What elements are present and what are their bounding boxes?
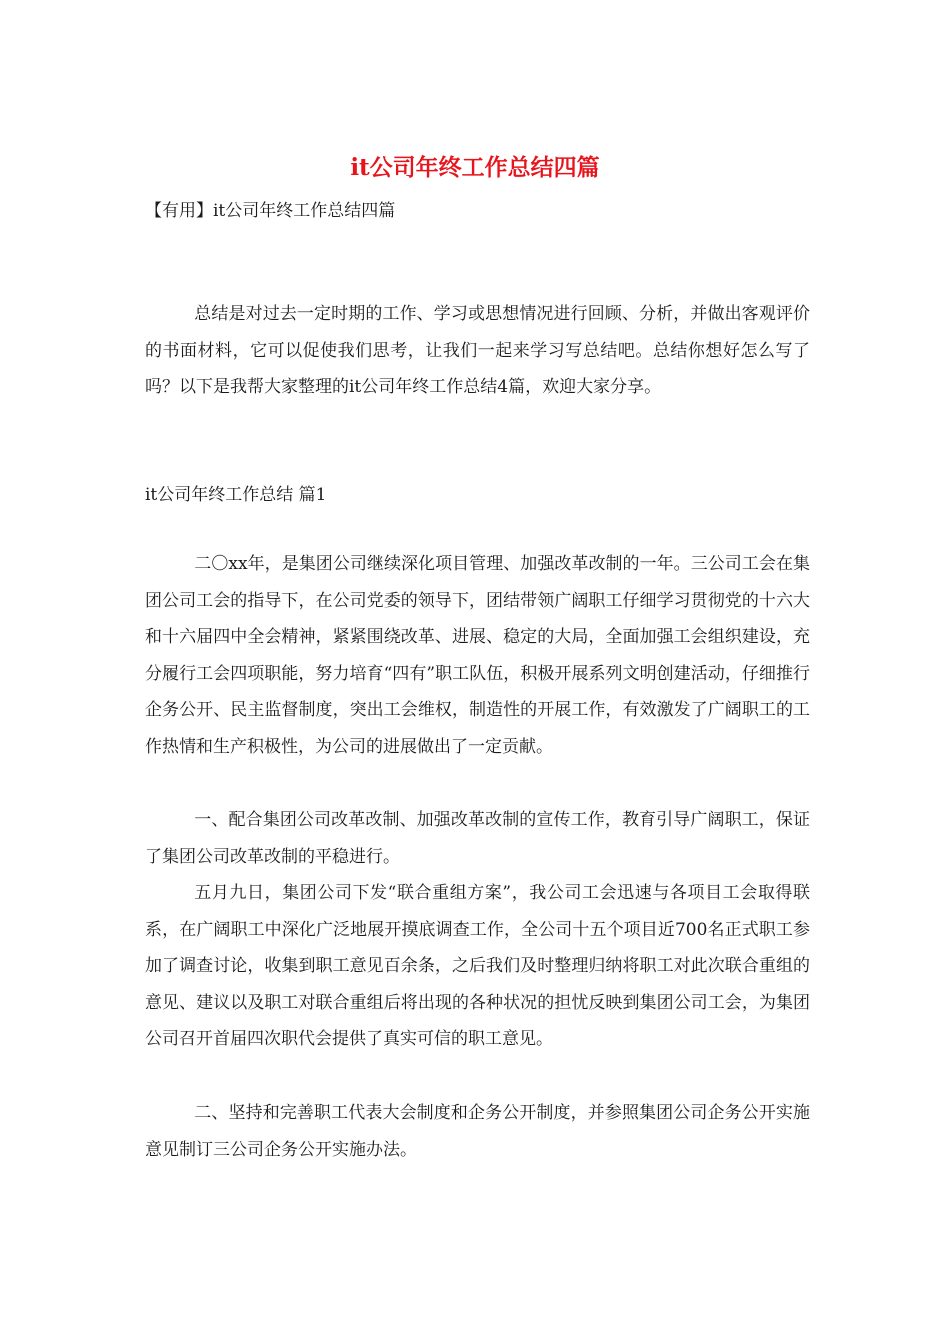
document-title: it公司年终工作总结四篇 — [350, 154, 600, 181]
document-subtitle: 【有用】it公司年终工作总结四篇 — [145, 201, 396, 221]
body-paragraph-2: 一、配合集团公司改革改制、加强改革改制的宣传工作，教育引导广阔职工，保证了集团公司改革改制的平稳进行。 — [145, 810, 810, 867]
body-paragraph-3: 五月九日，集团公司下发“联合重组方案”，我公司工会迅速与各项目工会取得联系，在广阔职工中深化广泛地展开摸底调查工作，全公司十五个项目近700名正式职工参加了调查讨论，收集到职工意见百余条，之后我们及时整理归纳将职工对此次联合重组的意见、建议以及职工对联合重组后将出现的各种状况的担忧反映到集团公司工会，为集团公司召开首届四次职代会提供了真实可信的职工意见。 — [145, 883, 810, 1049]
intro-paragraph: 总结是对过去一定时期的工作、学习或思想情况进行回顾、分析，并做出客观评价的书面材料，它可以促使我们思考，让我们一起来学习写总结吧。总结你想好怎么写了吗？以下是我帮大家整理的it公司年终工作总结4篇，欢迎大家分享。 — [145, 304, 810, 397]
body-paragraph-4: 二、坚持和完善职工代表大会制度和企务公开制度，并参照集团公司企务公开实施意见制订三公司企务公开实施办法。 — [145, 1103, 810, 1160]
section-heading: it公司年终工作总结 篇1 — [145, 485, 327, 505]
body-paragraph-1: 二〇xx年，是集团公司继续深化项目管理、加强改革改制的一年。三公司工会在集团公司工会的指导下，在公司党委的领导下，团结带领广阔职工仔细学习贯彻党的十六大和十六届四中全会精神，紧紧围绕改革、进展、稳定的大局，全面加强工会组织建设，充分履行工会四项职能，努力培育“四有”职工队伍，积极开展系列文明创建活动，仔细推行企务公开、民主监督制度，突出工会维权，制造性的开展工作，有效激发了广阔职工的工作热情和生产积极性，为公司的进展做出了一定贡献。 — [145, 554, 810, 757]
